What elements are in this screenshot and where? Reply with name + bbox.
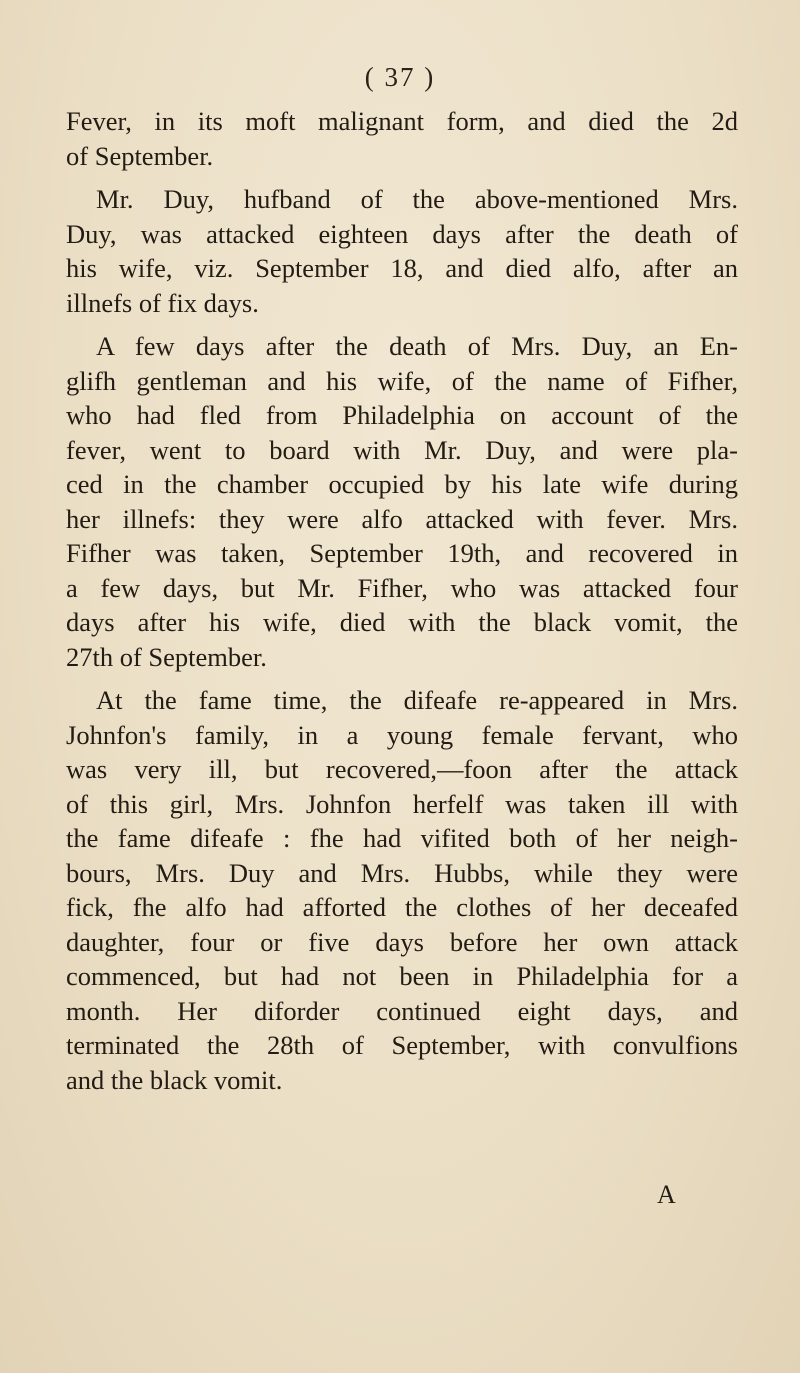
- paragraph-3: [66, 329, 738, 674]
- text-line: bours, Mrs. Duy and Mrs. Hubbs, while they were: [66, 857, 738, 888]
- text-line: her illnefs: they were alfo attacked with fever. Mrs.: [66, 503, 738, 534]
- text-line: illnefs of fix days.: [66, 287, 259, 318]
- text-line: A few days after the death of Mrs. Duy, an En-: [96, 331, 738, 361]
- text-line: his wife, viz. September 18, and died alfo, after an: [66, 253, 738, 283]
- text-line: ced in the chamber occupied by his late wife during: [66, 469, 738, 499]
- text-line: a few days, but Mr. Fifher, who was attacked four: [66, 572, 738, 603]
- text-line: of this girl, Mrs. Johnfon herfelf was taken ill with: [66, 788, 738, 819]
- text-line: glifh gentleman and his wife, of the name of Fifher,: [66, 365, 738, 396]
- text-line: Johnfon's family, in a young female fervant, who: [66, 719, 738, 750]
- text-line: Fever, in its moft malignant form, and died the 2d: [66, 106, 738, 136]
- catchword: A: [657, 1180, 676, 1209]
- text-line: Mr. Duy, hufband of the above-mentioned Mrs.: [96, 184, 738, 214]
- text-line: of September.: [66, 140, 214, 171]
- text-line: fick, fhe alfo had afforted the clothes of her deceafed: [66, 892, 738, 922]
- paragraph-2: [66, 182, 738, 320]
- text-line: terminated the 28th of September, with convulfions: [66, 1030, 738, 1060]
- body-text: [66, 104, 738, 1106]
- text-line: days after his wife, died with the black vomit, the: [66, 607, 738, 637]
- text-line: commenced, but had not been in Philadelphia for a: [66, 961, 738, 991]
- text-line: 27th of September.: [66, 641, 267, 672]
- text-line: Fifher was taken, September 19th, and recovered in: [66, 538, 738, 568]
- text-line: daughter, four or five days before her own attack: [66, 926, 738, 957]
- text-line: Duy, was attacked eighteen days after the death of: [66, 218, 738, 249]
- text-line: month. Her diforder continued eight days, and: [66, 995, 738, 1026]
- page-number: ( 37 ): [364, 62, 436, 92]
- text-line: At the fame time, the difeafe re-appeared in Mrs.: [96, 685, 738, 715]
- text-line: fever, went to board with Mr. Duy, and were pla-: [66, 434, 738, 465]
- paragraph-4: [66, 683, 738, 1097]
- text-line: and the black vomit.: [66, 1064, 283, 1095]
- text-line: who had fled from Philadelphia on account of the: [66, 400, 738, 430]
- text-line: was very ill, but recovered,—foon after the attack: [66, 754, 738, 784]
- text-line: the fame difeafe : fhe had vifited both of her neigh-: [66, 823, 738, 853]
- paragraph-1: [66, 104, 738, 173]
